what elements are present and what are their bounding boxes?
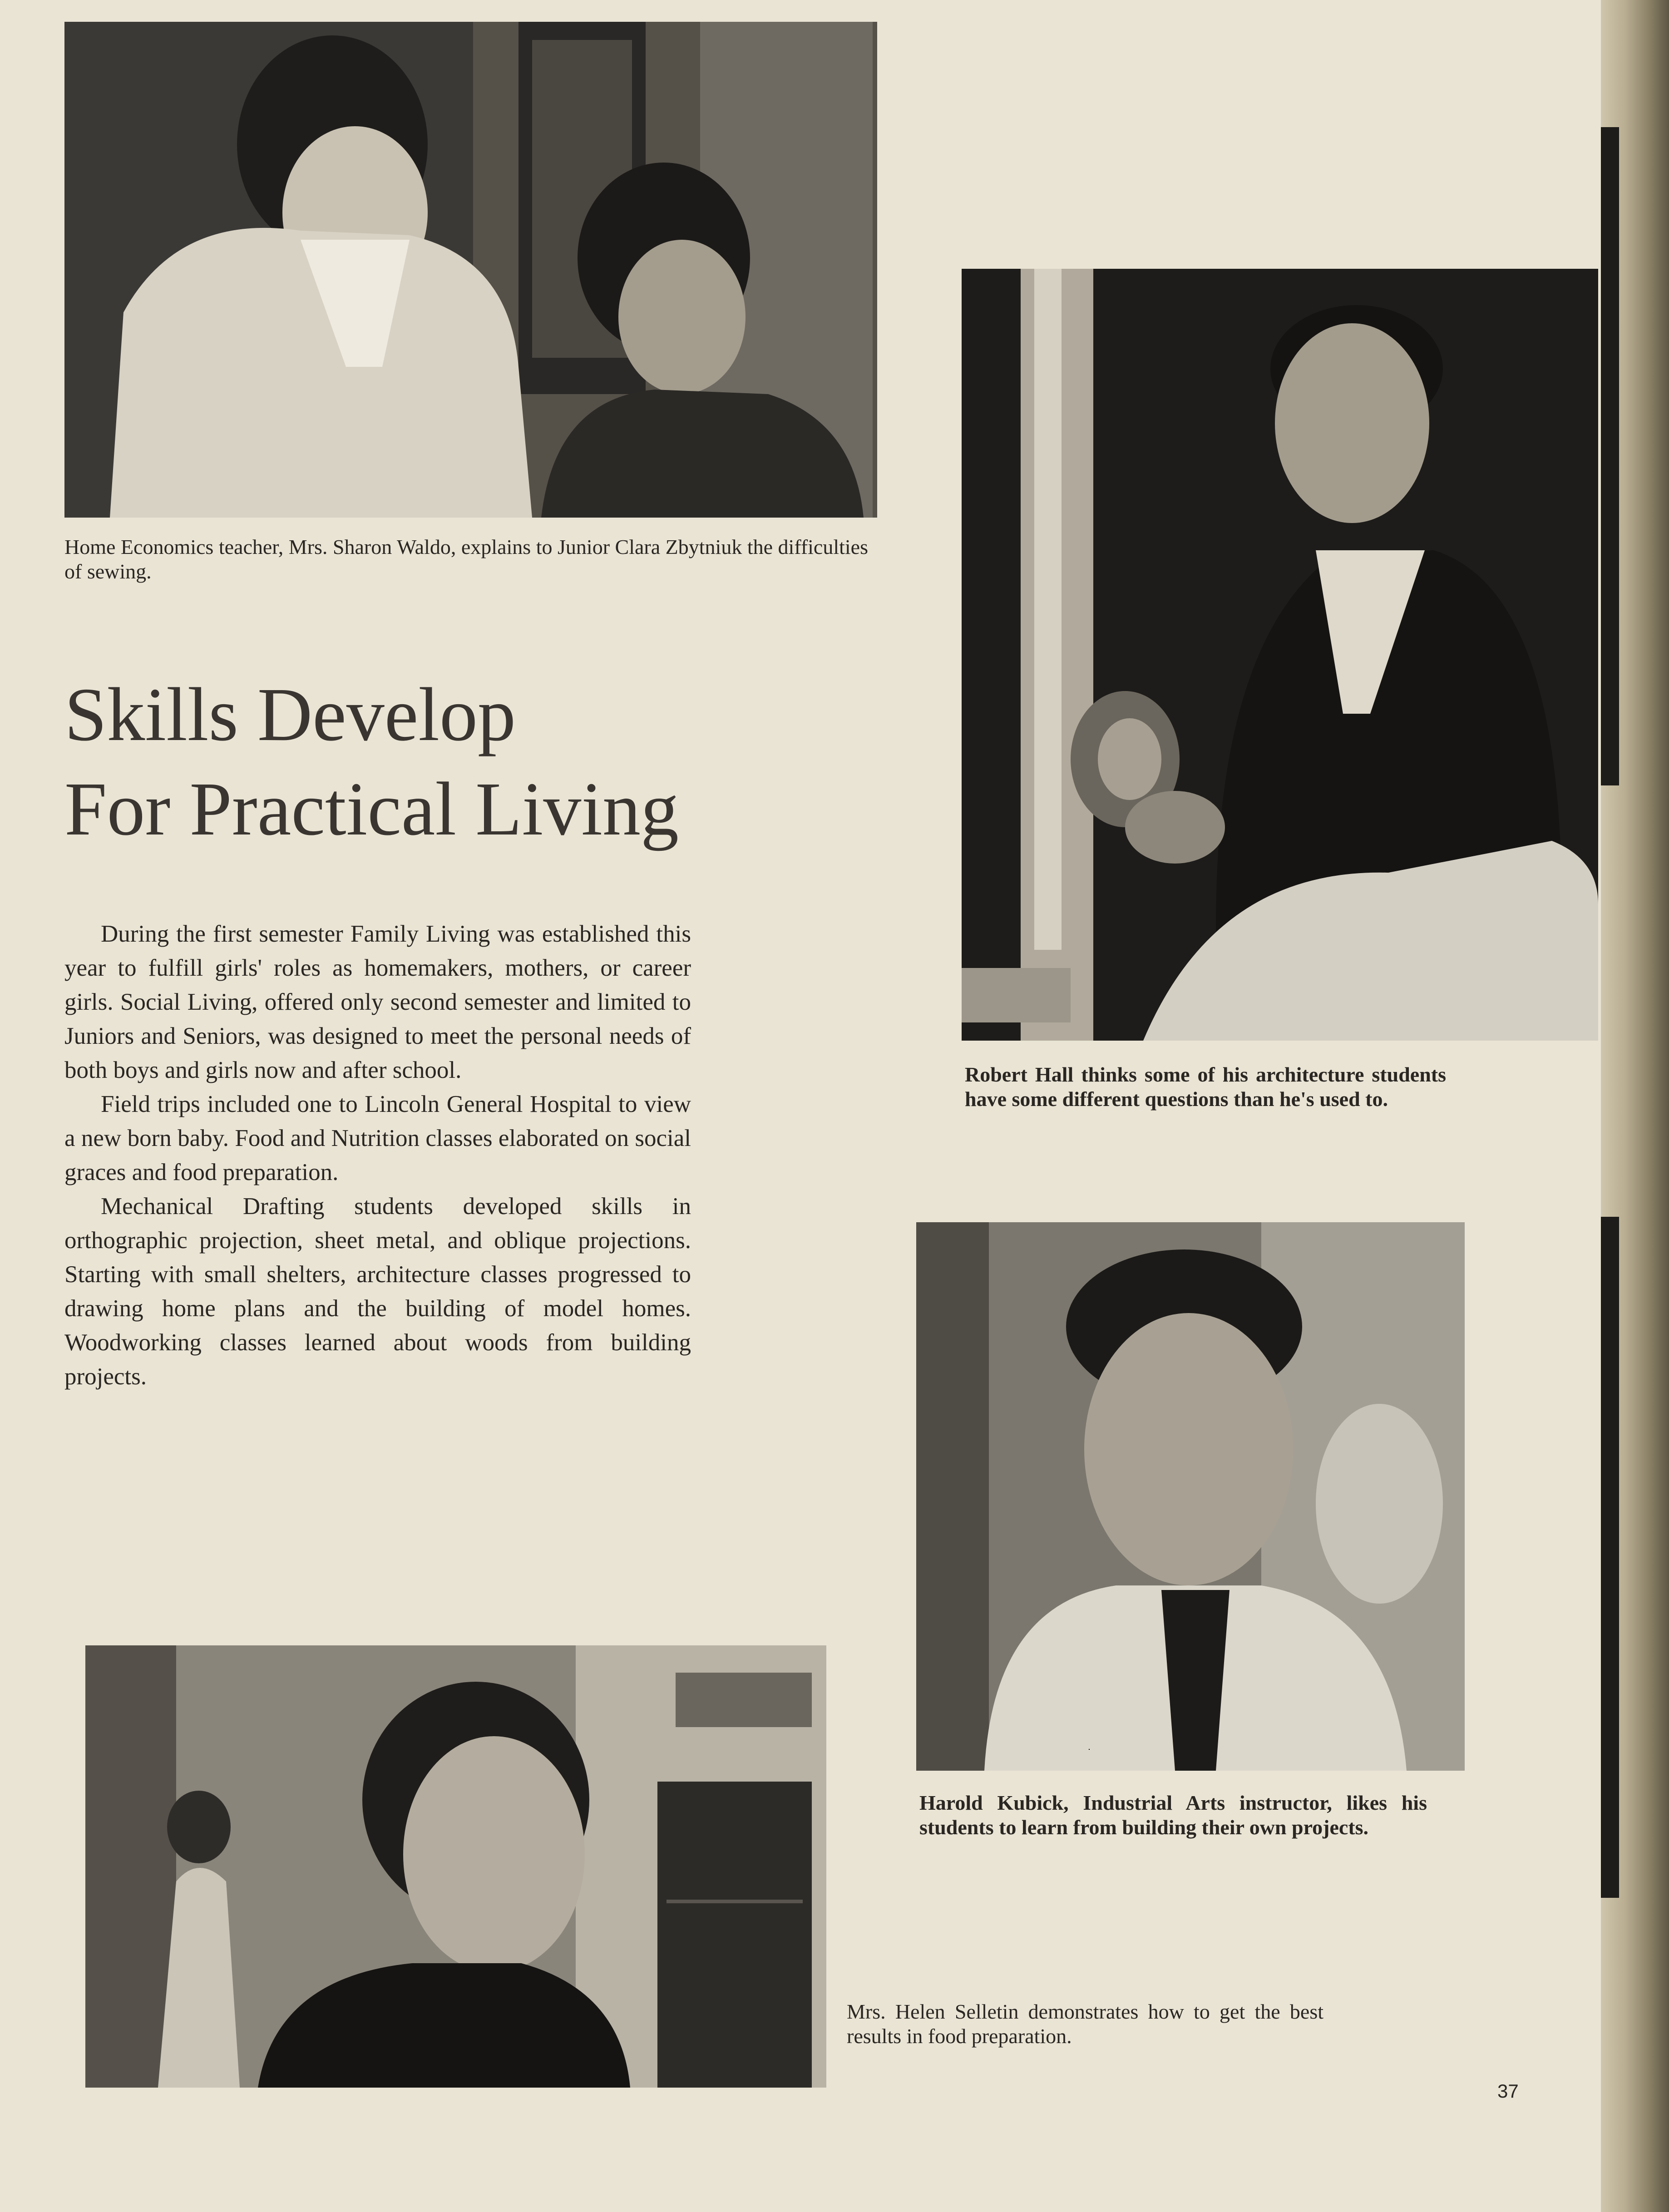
body-paragraph: During the first semester Family Living was established this year to fulfill girls' roles as homemakers, mothers, or career girls. Social Living, offered only second semester and limited to Juniors and Seniors, was designed to meet the personal needs of both boys and girls now and after school. — [64, 921, 691, 1083]
photo-home-economics — [64, 22, 877, 518]
photo-robert-hall — [962, 269, 1598, 1041]
edge-tab — [1601, 1217, 1619, 1898]
caption-robert-hall: Robert Hall thinks some of his architecture students have some different questions than he's used to. — [965, 1063, 1446, 1111]
page-number: 37 — [1497, 2080, 1519, 2102]
photo-harold-kubick — [916, 1222, 1465, 1771]
edge-tab — [1601, 127, 1619, 785]
page-edge — [1601, 0, 1669, 2212]
headline-line-2: For Practical Living — [64, 767, 679, 851]
body-text — [64, 917, 691, 1394]
body-paragraph: Mechanical Drafting students developed skills in orthographic projection, sheet metal, and oblique projections. Starting with small shelters, architecture classes progressed to drawing home plans and the building of model homes. Woodworking classes learned about woods from building projects. — [64, 1193, 691, 1390]
headline-line-1: Skills Develop — [64, 672, 516, 757]
caption-helen-selletin: Mrs. Helen Selletin demonstrates how to get the best results in food preparation. — [847, 2000, 1323, 2048]
photo-helen-selletin — [85, 1645, 826, 2088]
caption-home-economics: Home Economics teacher, Mrs. Sharon Waldo, explains to Junior Clara Zbytniuk the difficulties of sewing. — [64, 535, 868, 583]
body-paragraph: Field trips included one to Lincoln General Hospital to view a new born baby. Food and Nutrition classes elaborated on social graces and food preparation. — [64, 1091, 691, 1185]
caption-harold-kubick: Harold Kubick, Industrial Arts instructor, likes his students to learn from building their own projects. — [919, 1791, 1427, 1839]
headline — [64, 667, 782, 856]
